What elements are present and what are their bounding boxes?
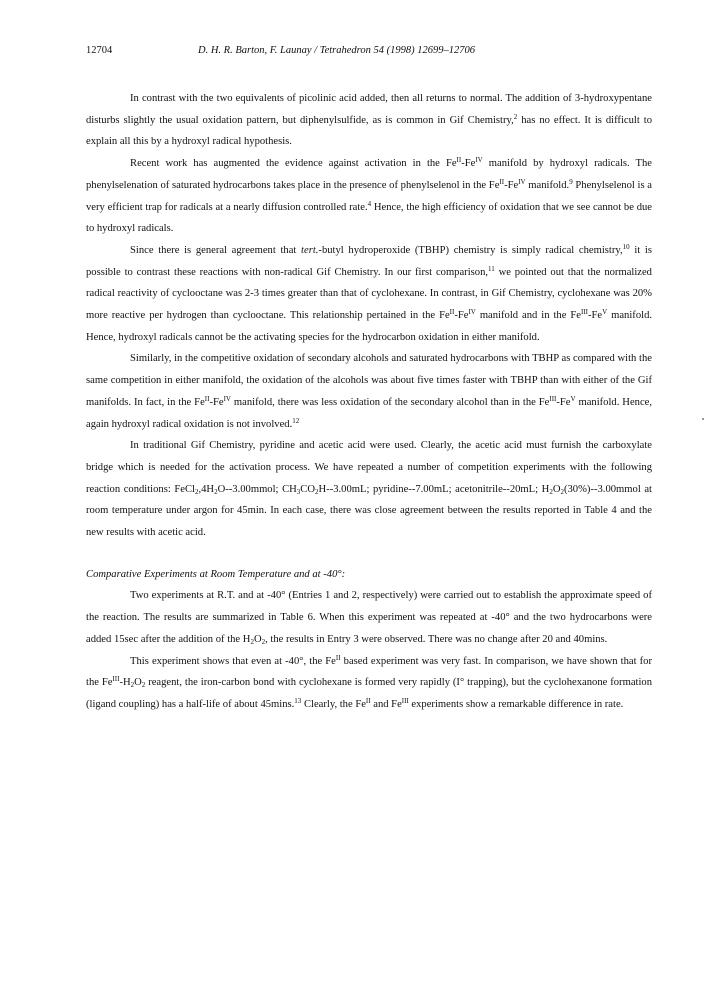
paragraph-2: Recent work has augmented the evidence against activation in the $Fe^{II}-Fe^{IV}$ manifold by hydroxyl radicals. The phenylselenation of saturated hydrocarbons takes place in the presence of phenylselenol in the $Fe^{II}-Fe^{IV}$ manifold.$^9$ Phenylselenol is a very efficient trap for radicals at a nearly diffusion controlled rate.$^4$ Hence, the high efficiency of oxidation that we see cannot be due to hydroxyl radicals.	[86, 156, 653, 235]
paragraph-3: Since there is general agreement that tert.-butyl hydroperoxide (TBHP) chemistry is simply radical chemistry,$^{10}$ it is possible to contrast these reactions with non-radical Gif Chemistry. In our first comparison,$^{11}$ we pointed out that the normalized radical reactivity of cyclooctane was 2-3 times greater than that of cyclohexane. In contrast, in Gif Chemistry, cyclohexane was 20% more reactive per hydrogen than cyclooctane. This relationship pertained in the $Fe^{II}-Fe^{IV}$ manifold and in the $Fe^{III}-Fe^V$ manifold. Hence, hydroxyl radicals cannot be the activating species for the hydrocarbon oxidation in either manifold.	[86, 242, 653, 343]
scan-mark	[702, 418, 704, 420]
section-heading: Comparative Experiments at Room Temperature and at -40°:	[86, 568, 346, 580]
paragraph-6: Two experiments at R.T. and at -40° (Entries 1 and 2, respectively) were carried out to establish the approximate speed of the reaction. The results are summarized in Table 6. When this experiment was repeated at -40° and the two hydrocarbons were added 15sec after the addition of the $H_2O_2$, the results in Entry 3 were observed. There was no change after 20 and 40mins.	[86, 590, 652, 646]
paragraph-1: In contrast with the two equivalents of picolinic acid added, then all returns to normal. The addition of 3-hydroxypentane disturbs slightly the usual oxidation pattern, but diphenylsulfide, as is common in Gif Chemistry,$^2$ has no effect. It is difficult to explain all this by a hydroxyl radical hypothesis.	[86, 93, 652, 148]
article-body	[86, 88, 652, 716]
paragraph-4: Similarly, in the competitive oxidation of secondary alcohols and saturated hydrocarbons with TBHP as compared with the same competition in either manifold, the oxidation of the alcohols was about five times faster with TBHP than with either of the Gif manifolds. In fact, in the $Fe^{II}-Fe^{IV}$ manifold, there was less oxidation of the secondary alcohol than in the $Fe^{III}-Fe^V$ manifold. Hence, again hydroxyl radical oxidation is not involved.$^{12}$	[86, 353, 652, 430]
paragraph-5: In traditional Gif Chemistry, pyridine and acetic acid were used. Clearly, the acetic acid must furnish the carboxylate bridge which is needed for the activation process. We have repeated a number of competition experiments with the following reaction conditions: $FeCl_2,4H_2O--3.00mmol$; $CH_3CO_2H--3.00mL$; pyridine--7.00mL; acetonitrile--20mL; $H_2O_2(30\%)--3.00mmol$ at room temperature under argon for 45min. In each case, there was close agreement between the results reported in Table 4 and the new results with acetic acid.	[86, 440, 653, 539]
paragraph-7: This experiment shows that even at -40°, the $Fe^{II}$ based experiment was very fast. In comparison, we have shown that for the $Fe^{III}-H_2O_2$ reagent, the iron-carbon bond with cyclohexane is formed very rapidly (I° trapping), but the cyclohexanone formation (ligand coupling) has a half-life of about 45mins.$^{13}$ Clearly, the $Fe^{II}$ and $Fe^{III}$ experiments show a remarkable difference in rate.	[86, 653, 653, 710]
running-title: D. H. R. Barton, F. Launay / Tetrahedron 54 (1998) 12699–12706	[198, 45, 475, 56]
page-number: 12704	[86, 45, 113, 56]
